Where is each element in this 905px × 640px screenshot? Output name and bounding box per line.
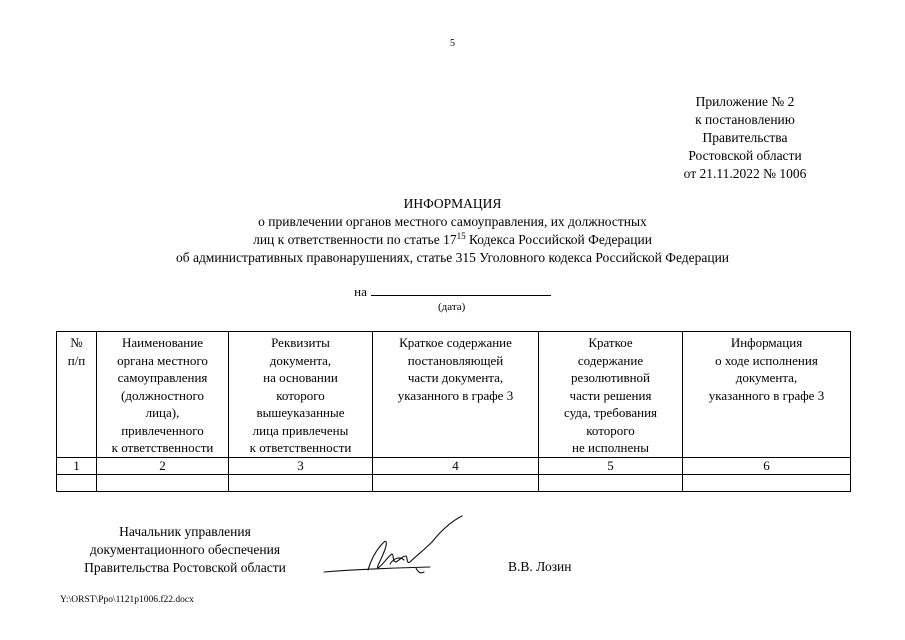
header-col-organ-name [97, 332, 229, 458]
empty-cell [373, 474, 539, 491]
header-col-document-details [229, 332, 373, 458]
subtitle-line-2-start: лиц к ответственности по статье 17 [253, 232, 457, 247]
header-text: которого [586, 422, 635, 438]
header-text: к ответственности [249, 440, 352, 455]
header-text: № [70, 335, 83, 350]
header-col-summary [373, 332, 539, 458]
header-col-number [57, 332, 97, 458]
header-text: органа местного [117, 352, 208, 368]
header-text: лица), [145, 405, 180, 420]
header-text: к ответственности [111, 440, 214, 455]
header-text: привлеченного [121, 422, 204, 438]
header-col-court-decision [539, 332, 683, 458]
date-field [0, 283, 905, 301]
date-underline [371, 283, 551, 296]
header-text: части документа, [407, 370, 504, 385]
column-number: 1 [57, 457, 97, 474]
header-text: лица привлечены [252, 422, 349, 438]
subtitle-line-2 [0, 231, 905, 249]
info-table [56, 331, 851, 492]
appendix-line: Ростовской области [688, 148, 802, 163]
appendix-line: к постановлению [695, 112, 795, 127]
subtitle-line-1: о привлечении органов местного самоуправления, их должностных [258, 214, 647, 229]
column-number-row [57, 457, 851, 474]
position-line: Начальник управления [119, 524, 251, 539]
column-number: 4 [373, 457, 539, 474]
subtitle-line-2-end: Кодекса Российской Федерации [465, 232, 652, 247]
header-text: самоуправления [117, 370, 208, 385]
header-col-execution-info [683, 332, 851, 458]
empty-cell [57, 474, 97, 491]
empty-cell [539, 474, 683, 491]
appendix-line: от 21.11.2022 № 1006 [683, 166, 807, 181]
file-path: Y:\ORST\Ppo\1121p1006.f22.docx [60, 595, 194, 605]
header-text: указанного в графе 3 [708, 387, 825, 403]
date-prefix: на [354, 284, 367, 299]
position-line: документационного обеспечения [89, 542, 281, 557]
appendix-line: Правительства [702, 130, 788, 145]
column-number: 3 [229, 457, 373, 474]
empty-cell [97, 474, 229, 491]
header-text: п/п [67, 352, 86, 368]
header-text: документа, [735, 370, 798, 385]
header-text: суда, требования [563, 405, 658, 420]
date-hint: (дата) [438, 301, 466, 313]
header-text: не исполнены [572, 440, 649, 455]
handwritten-signature [320, 512, 480, 582]
appendix-block [660, 93, 830, 183]
header-text: указанного в графе 3 [397, 387, 514, 403]
article-superscript: 15 [456, 231, 466, 241]
table-header-row [57, 332, 851, 458]
column-number: 5 [539, 457, 683, 474]
header-text: о ходе исполнения [715, 352, 818, 368]
signatory-name: В.В. Лозин [508, 559, 572, 574]
header-text: содержание [577, 352, 644, 368]
header-text: части решения [569, 387, 652, 403]
header-text: Информация [730, 335, 803, 350]
column-number: 2 [97, 457, 229, 474]
signatory-position [60, 523, 310, 577]
header-text: резолютивной [570, 370, 651, 385]
subtitle-line-3: об административных правонарушениях, статье 315 Уголовного кодекса Российской Федерации [175, 250, 730, 265]
header-text: (должностного [121, 387, 204, 403]
header-text: документа, [269, 352, 332, 368]
header-text: вышеуказанные [256, 405, 345, 420]
column-number: 6 [683, 457, 851, 474]
header-text: Краткое содержание [399, 335, 512, 350]
header-text: Реквизиты [271, 335, 330, 350]
header-text: постановляющей [407, 352, 504, 368]
document-subtitle [0, 213, 905, 267]
header-text: которого [276, 387, 325, 403]
position-line: Правительства Ростовской области [84, 560, 286, 575]
empty-cell [683, 474, 851, 491]
header-text: на основании [263, 370, 338, 385]
page-number: 5 [450, 38, 455, 49]
header-text: Наименование [122, 335, 203, 350]
appendix-line: Приложение № 2 [695, 94, 795, 109]
header-text: Краткое [588, 335, 633, 350]
table-row-empty [57, 474, 851, 491]
empty-cell [229, 474, 373, 491]
document-title: ИНФОРМАЦИЯ [403, 196, 502, 211]
